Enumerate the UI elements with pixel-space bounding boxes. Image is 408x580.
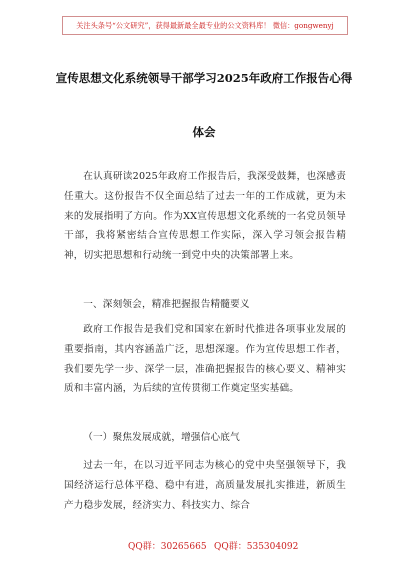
document-title-line-2: 体会 xyxy=(192,125,216,139)
footer-qq-group-2: QQ群：535304092 xyxy=(214,542,299,552)
header-promo-banner: 关注头条号“公文研究”，获得最新最全最专业的公文资料库！ 微信：gongwenyj xyxy=(62,16,348,35)
footer-qq-group-1: QQ群：30265665 xyxy=(128,542,207,552)
paragraph-section-1: 政府工作报告是我们党和国家在新时代推进各项事业发展的重要指南，其内容涵盖广泛，思想深邃。作为宣传思想工作者，我们要先学一步、深学一层，准确把握报告的核心要义、精神实质和丰富内涵，为后续的宣传贯彻工作奠定坚实基础。 xyxy=(64,324,346,395)
paragraph-subsection-1: 过去一年，在以习近平同志为核心的党中央坚强领导下，我国经济运行总体平稳、稳中有进，高质量发展扎实推进，新质生产力稳步发展，经济实力、科技实力、综合 xyxy=(64,460,346,511)
subsection-heading-1: （一）聚焦发展成就，增强信心底气 xyxy=(83,432,240,443)
paragraph-intro: 在认真研读2025年政府工作报告后，我深受鼓舞，也深感责任重大。这份报告不仅全面总结了过去一年的工作成就，更为未来的发展指明了方向。作为XX宣传思想文化系统的一名党员领导干部，我将紧密结合宣传思想工作实际，深入学习领会报告精神，切实把思想和行动统一到党中央的决策部署上来。 xyxy=(64,171,346,262)
document-title-line-1: 宣传思想文化系统领导干部学习2025年政府工作报告心得 xyxy=(55,71,353,85)
section-heading-1: 一、深刻领会，精准把握报告精髓要义 xyxy=(83,299,250,310)
